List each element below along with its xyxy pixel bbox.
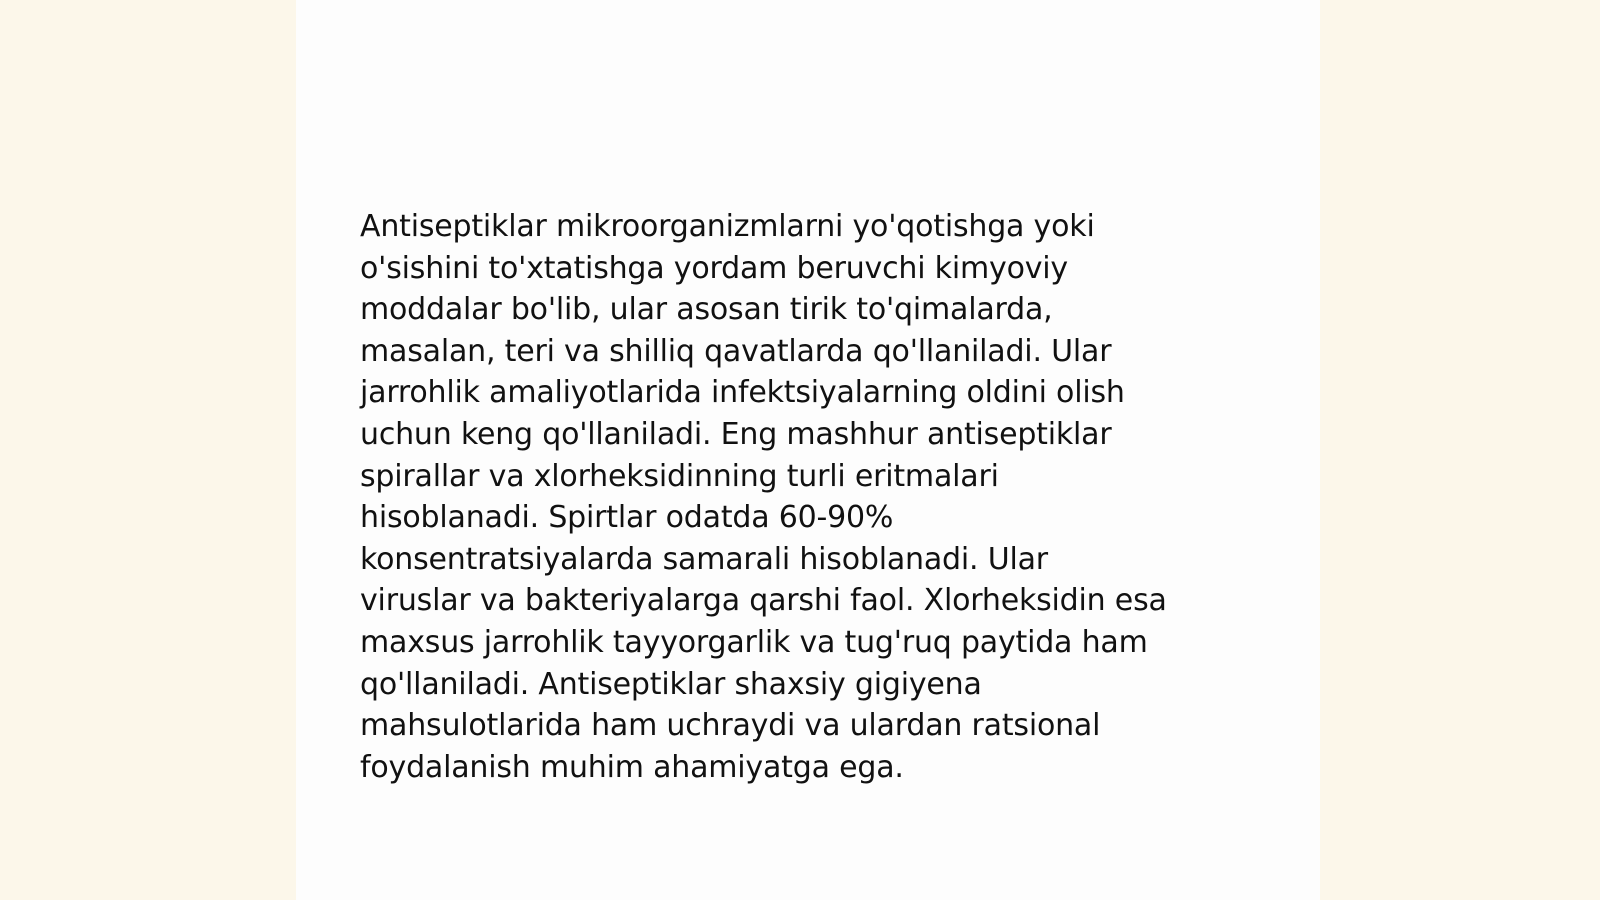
paragraph-line: uchun keng qo'llaniladi. Eng mashhur antiseptiklar <box>360 416 1112 452</box>
paragraph-line: konsentratsiyalarda samarali hisoblanadi. Ular <box>360 541 1048 577</box>
paragraph-line: hisoblanadi. Spirtlar odatda 60-90% <box>360 500 894 536</box>
paragraph-line: mahsulotlarida ham uchraydi va ulardan ratsional <box>360 708 1101 744</box>
body-paragraph <box>360 206 1250 788</box>
paragraph-line: qo'llaniladi. Antiseptiklar shaxsiy gigiyena <box>360 666 982 702</box>
paragraph-line: masalan, teri va shilliq qavatlarda qo'llaniladi. Ular <box>360 333 1112 369</box>
paragraph-line: viruslar va bakteriyalarga qarshi faol. Xlorheksidin esa <box>360 583 1167 619</box>
paragraph-line: foydalanish muhim ahamiyatga ega. <box>360 749 904 785</box>
document-page <box>296 0 1320 900</box>
paragraph-line: spirallar va xlorheksidinning turli eritmalari <box>360 458 999 494</box>
paragraph-line: o'sishini to'xtatishga yordam beruvchi kimyoviy <box>360 250 1068 286</box>
paragraph-line: moddalar bo'lib, ular asosan tirik to'qimalarda, <box>360 292 1053 328</box>
paragraph-line: jarrohlik amaliyotlarida infektsiyalarning oldini olish <box>360 375 1125 411</box>
paragraph-line: maxsus jarrohlik tayyorgarlik va tug'ruq paytida ham <box>360 624 1148 660</box>
paragraph-line: Antiseptiklar mikroorganizmlarni yo'qotishga yoki <box>360 209 1095 244</box>
